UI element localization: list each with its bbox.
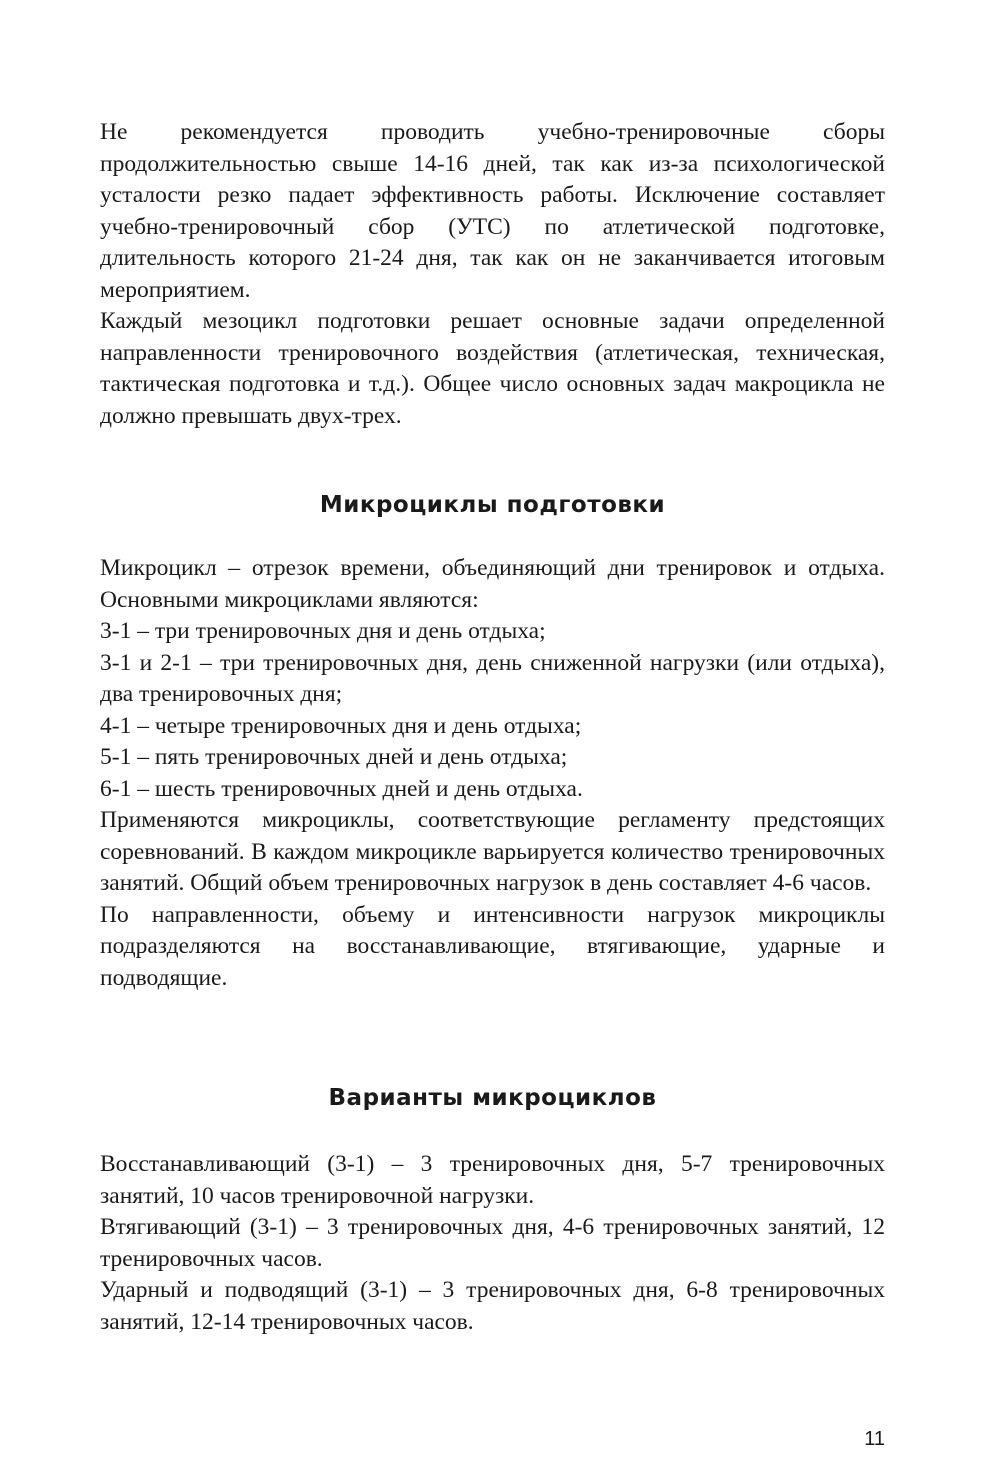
section-heading-microcycles: Микроциклы подготовки (319, 492, 666, 518)
microcycles-intro-paragraph: Микроцикл – отрезок времени, объединяющий дни тренировок и отдыха. Основными микроциклами являются: (100, 555, 885, 613)
microcycle-item: 5-1 – пять тренировочных дней и день отдыха; (100, 744, 568, 770)
variant-paragraph: Втягивающий (3-1) – 3 тренировочных дня, 4-6 тренировочных занятий, 12 тренировочных часов. (100, 1214, 885, 1272)
microcycle-item: 3-1 – три тренировочных дня и день отдыха; (100, 618, 546, 644)
page-number: 11 (864, 1428, 885, 1450)
microcycles-paragraph: По направленности, объему и интенсивности нагрузок микроциклы подразделяются на восстанавливающие, втягивающие, ударные и подводящие. (100, 901, 885, 991)
intro-paragraph-2: Каждый мезоцикл подготовки решает основные задачи определенной направленности тренировочного воздействия (атлетическая, техническая, тактическая подготовка и т.д.). Общее число основных задач макроцикла не должно превышать двух-трех. (100, 308, 885, 429)
microcycles-text-block (100, 553, 885, 994)
variants-text-block (100, 1149, 885, 1338)
microcycle-item: 3-1 и 2-1 – три тренировочных дня, день сниженной нагрузки (или отдыха), два тренировочных дня; (100, 649, 885, 707)
intro-text-block (100, 117, 885, 432)
variant-paragraph: Восстанавливающий (3-1) – 3 тренировочных дня, 5-7 тренировочных занятий, 10 часов тренировочной нагрузки. (100, 1151, 885, 1209)
microcycles-paragraph: Применяются микроциклы, соответствующие регламенту предстоящих соревнований. В каждом микроцикле варьируется количество тренировочных занятий. Общий объем тренировочных нагрузок в день составляет 4-6 часов. (100, 807, 885, 896)
microcycle-item: 4-1 – четыре тренировочных дня и день отдыха; (100, 712, 582, 739)
intro-paragraph-1: Не рекомендуется проводить учебно-тренировочные сборы продолжительностью свыше 14-16 дней, так как из-за психологической усталости резко падает эффективность работы. Исключение составляет учебно-тренировочный сбор (УТС) по атлетической подготовке, длительность которого 21-24 дня, так как он не заканчивается итоговым мероприятием. (100, 119, 885, 303)
variant-paragraph: Ударный и подводящий (3-1) – 3 тренировочных дня, 6-8 тренировочных занятий, 12-14 тренировочных часов. (100, 1277, 885, 1335)
microcycle-item: 6-1 – шесть тренировочных дней и день отдыха. (100, 775, 583, 802)
section-heading-variants: Варианты микроциклов (328, 1085, 657, 1111)
